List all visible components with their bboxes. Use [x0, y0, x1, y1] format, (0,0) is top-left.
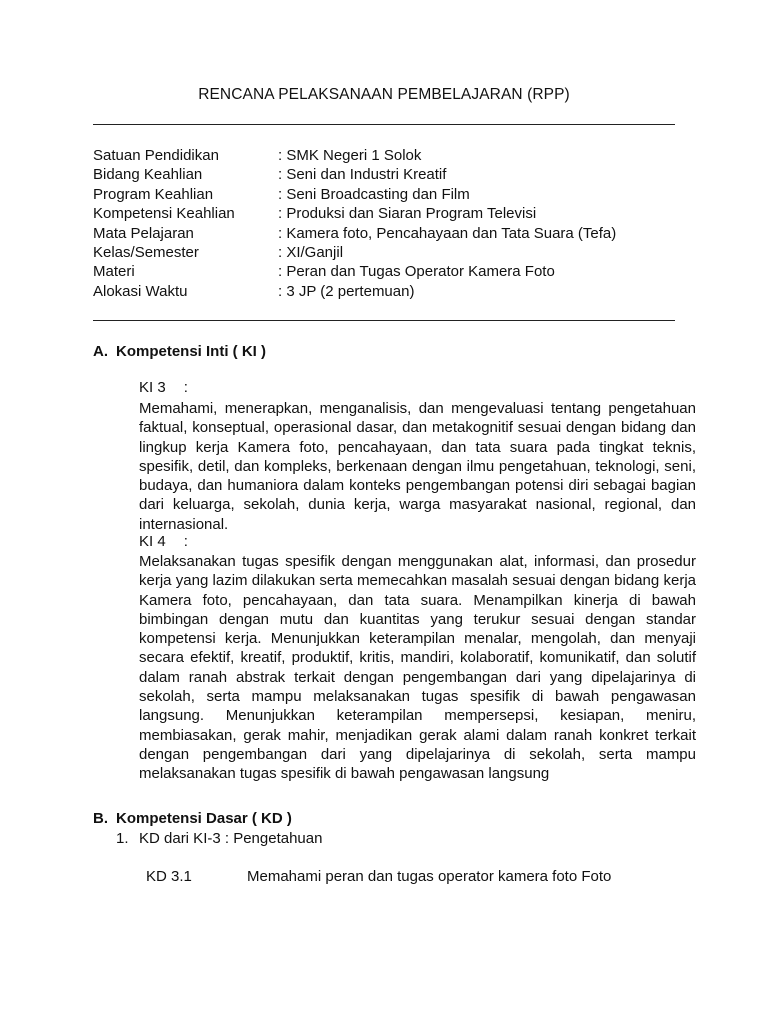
identity-value: : Seni Broadcasting dan Film	[278, 185, 470, 203]
identity-table	[93, 146, 675, 301]
identity-label: Mata Pelajaran	[93, 224, 194, 242]
ki3-label-text: KI 3	[139, 379, 166, 396]
section-b-heading	[93, 810, 292, 827]
identity-value: : XI/Ganjil	[278, 243, 344, 261]
identity-label: Alokasi Waktu	[93, 282, 188, 300]
kd-item-number: 1.	[116, 830, 129, 847]
identity-label: Kompetensi Keahlian	[93, 205, 235, 223]
identity-value: : Seni dan Industri Kreatif	[278, 166, 447, 184]
identity-row	[93, 146, 675, 165]
identity-divider	[93, 320, 675, 321]
identity-label: Kelas/Semester	[93, 243, 199, 261]
identity-value: : SMK Negeri 1 Solok	[278, 147, 422, 164]
identity-value: : Produksi dan Siaran Program Televisi	[278, 205, 537, 223]
identity-value: : 3 JP (2 pertemuan)	[278, 282, 415, 300]
ki3-paragraph: Memahami, menerapkan, menganalisis, dan mengevaluasi tentang pengetahuan faktual, konseptual, operasional dasar, dan metakognitif sesuai dengan bidang dan lingkup kerja Kamera foto, pencahayaan, dan tata suara pada tingkat teknis, spesifik, detil, dan kompleks, berkenaan dengan ilmu pengetahuan, teknologi, seni, budaya, dan humaniora dalam konteks pengembangan potensi diri sebagai bagian dari keluarga, sekolah, dunia kerja, warga masyarakat nasional, regional, dan internasional.	[139, 400, 696, 533]
ki3-label	[139, 379, 188, 396]
identity-value: : Kamera foto, Pencahayaan dan Tata Suara (Tefa)	[278, 224, 617, 242]
identity-row	[93, 185, 675, 204]
section-a-title: Kompetensi Inti ( KI )	[116, 343, 266, 360]
kd-code: KD 3.1	[146, 868, 192, 885]
section-a-heading	[93, 343, 266, 360]
identity-label: Materi	[93, 263, 135, 281]
identity-row	[93, 224, 675, 243]
section-b-letter: B.	[93, 810, 108, 827]
top-divider	[93, 124, 675, 125]
ki3-colon: :	[183, 379, 188, 396]
kd-list-item	[116, 830, 322, 847]
ki4-label	[139, 533, 188, 550]
section-a-letter: A.	[93, 343, 108, 360]
ki4-label-text: KI 4	[139, 533, 166, 550]
identity-label: Satuan Pendidikan	[93, 147, 219, 164]
identity-row	[93, 262, 675, 281]
ki4-paragraph: Melaksanakan tugas spesifik dengan menggunakan alat, informasi, dan prosedur kerja yang lazim dilakukan serta memecahkan masalah sesuai dengan bidang kerja Kamera foto, pencahayaan, dan tata suara. Menampilkan kinerja di bawah bimbingan dengan mutu dan kuantitas yang terukur sesuai dengan standar kompetensi kerja. Menunjukkan keterampilan menalar, mengolah, dan menyaji secara efektif, kreatif, produktif, kritis, mandiri, kolaboratif, komunikatif, dan solutif dalam ranah abstrak terkait dengan pengembangan dari yang dipelajarinya di sekolah, serta mampu melaksanakan tugas spesifik di bawah pengawasan langsung. Menunjukkan keterampilan mempersepsi, kesiapan, meniru, membiasakan, gerak mahir, menjadikan gerak alami dalam ranah konkret terkait dengan pengembangan dari yang dipelajarinya di sekolah, serta mampu melaksanakan tugas spesifik di bawah pengawasan langsung	[139, 553, 696, 783]
page-title: RENCANA PELAKSANAAN PEMBELAJARAN (RPP)	[198, 86, 570, 103]
identity-value: : Peran dan Tugas Operator Kamera Foto	[278, 263, 555, 281]
ki4-colon: :	[183, 533, 188, 550]
kd-description: Memahami peran dan tugas operator kamera foto Foto	[247, 868, 612, 885]
identity-row	[93, 204, 675, 223]
kd-item-text: KD dari KI-3 : Pengetahuan	[139, 830, 323, 847]
identity-row	[93, 282, 675, 301]
identity-label: Bidang Keahlian	[93, 166, 203, 184]
kd-row	[146, 868, 611, 885]
section-b-title: Kompetensi Dasar ( KD )	[116, 810, 292, 827]
identity-row	[93, 243, 675, 262]
identity-label: Program Keahlian	[93, 185, 214, 203]
identity-row	[93, 165, 675, 184]
